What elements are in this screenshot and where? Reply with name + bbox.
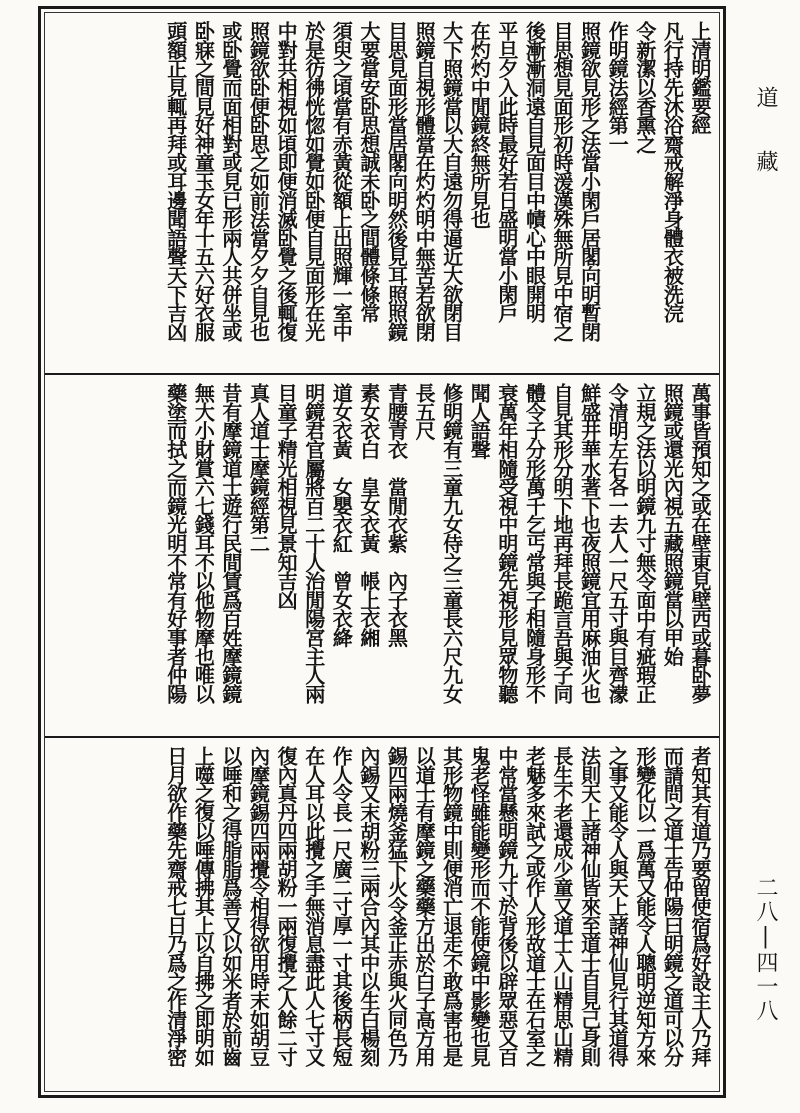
text-column: 形變化以一爲萬又能令人聰明逆知方來 [632, 746, 657, 1066]
text-column: 或卧覺而面相對或見已形兩人共併坐或 [218, 21, 243, 341]
text-column: 大下照鏡當以大自遠勿得逼近大欲閉目 [439, 21, 464, 341]
text-column: 照鏡或還光內視五藏照鏡當以甲始 [660, 383, 685, 666]
text-column: 頭額正見輒再拜或耳邊聞語聲天下吉凶 [163, 21, 188, 341]
panel-3-columns [161, 746, 713, 1085]
text-column: 而請問之道士告仲陽曰明鏡之道可以分 [660, 746, 685, 1066]
text-column: 平旦夕入此時最好若日盛明當小閑戶 [494, 21, 519, 322]
text-column: 以道士有摩鏡之藥藥方出於白子高方用 [412, 746, 437, 1066]
page-frame [38, 6, 726, 1098]
collection-title: 道藏 [753, 86, 778, 214]
text-column: 無大小財賞六七錢耳不以他物摩也唯以 [191, 383, 216, 703]
panel-divider [44, 373, 720, 375]
text-column: 以唾和之得脂脂爲善又以如米者於前齒 [218, 746, 243, 1066]
text-column: 令清明左右各一去人一尺五寸與目齊濛 [605, 383, 630, 703]
text-panel-3 [47, 742, 717, 1089]
text-column: 聞人語聲 [467, 383, 492, 459]
text-column: 上清明鑑要經 [688, 21, 712, 134]
text-column: 在灼灼中閒鏡終無所見也 [467, 21, 492, 228]
text-column: 明鏡君官屬將百二十人治閒陽宮主人兩 [301, 383, 326, 703]
text-column: 老魅多來試之或作人形故道士在石室之 [522, 746, 547, 1066]
text-column: 長生不老還成少童又道士入山精思山精 [550, 746, 575, 1066]
text-column: 上噬之復以唾傳拂其上以自拂之即明如 [191, 746, 216, 1066]
text-column: 萬事皆預知之或在壁東見壁西或暮卧夢 [688, 383, 712, 703]
text-column: 目思見面形當居閣向明然後見耳照照鏡 [384, 21, 409, 341]
text-column: 須臾之頃當有赤黃從額上出照輝一室中 [329, 21, 354, 341]
text-panel-1 [47, 17, 717, 371]
text-column: 照鏡欲見形之法當小閑戶居閣向明暫閉 [577, 21, 602, 341]
text-column: 法則天上諸神仙皆來至道士自見己身則 [577, 746, 602, 1066]
text-column: 目童子精光相視見景知吉凶 [274, 383, 299, 609]
text-panel-2 [47, 379, 717, 735]
text-column: 藥塗而拭之而鏡光明不常有好事者仲陽 [163, 383, 188, 703]
text-column: 長五尺 [412, 383, 437, 440]
text-column: 鬼老怪雖能變形而不能使鏡中影變也見 [467, 746, 492, 1066]
text-column: 後漸漸洞遠自見面目中幘心中眼開明 [522, 21, 547, 322]
text-column: 修明鏡有三童九女侍之三童長六尺九女 [439, 383, 464, 703]
text-column: 照鏡欲卧便卧思之如前法當夕夕自見也 [246, 21, 271, 341]
text-column: 於是彷彿恍惚如覺如卧便自見面形在光 [301, 21, 326, 341]
text-column: 內摩鏡錫四兩攪令相得欲用時末如胡豆 [246, 746, 271, 1066]
text-column: 立規之法以明鏡九寸無令面中有疵瑕正 [632, 383, 657, 703]
text-column: 素女衣白 皇女衣黃 帳上衣緗 [356, 383, 381, 647]
panel-2-columns [161, 383, 713, 731]
page-number: 二八|四一八 [753, 876, 778, 1023]
text-column: 之事又能令人與天上諸神仙見行其道得 [605, 746, 630, 1066]
text-column: 真人道士摩鏡經第二 [246, 383, 271, 553]
text-column: 昔有摩鏡道士遊行民間賃爲百姓摩鏡鏡 [218, 383, 243, 703]
panel-1-columns [161, 21, 713, 367]
text-column: 中對共相視如頃即便消滅卧覺之後輒復 [274, 21, 299, 341]
text-column: 作明鏡法經第一 [605, 21, 630, 153]
text-column: 者知其有道乃要留使宿爲好設主人乃拜 [688, 746, 712, 1066]
text-column: 卧寐之間見好神童玉女年十五六好衣服 [191, 21, 216, 341]
text-column: 其形物鏡中則便消亡退走不敢爲害也是 [439, 746, 464, 1066]
text-column: 照鏡自視形體當在灼灼明中無苦若欲閉 [412, 21, 437, 341]
text-column: 道女衣黃 女嬰衣紅 曾女衣絳 [329, 383, 354, 647]
text-column: 令新潔以香熏之 [632, 21, 657, 153]
text-column: 青腰青衣 當閒衣紫 內子衣黑 [384, 383, 409, 647]
text-column: 日月欲作藥先齋戒七日乃爲之作清淨密 [163, 746, 188, 1066]
text-column: 體令子分形萬千乞丐常與子相隨身形不 [522, 383, 547, 703]
text-column: 自見其形分明下地再拜長跪言吾與子同 [550, 383, 575, 703]
text-column: 鮮盛井華水著下也夜照鏡宜用麻油火也 [577, 383, 602, 703]
text-column: 作人令長一尺廣二寸厚一寸其後柄長短 [329, 746, 354, 1066]
text-column: 目思想見面形初時湲漢殊無所見中宿之 [550, 21, 575, 341]
text-column: 復內真丹四兩胡粉一兩復攪之人餘二寸 [274, 746, 299, 1066]
text-column: 大要當安卧思想誠未卧之間體條條常 [356, 21, 381, 322]
panel-divider [44, 736, 720, 738]
text-column: 凡行持先沐浴齋戒解淨身體衣被洗浣 [660, 21, 685, 322]
text-column: 內錫又末胡粉三兩合內其中以生白楊刻 [356, 746, 381, 1066]
text-column: 錫四兩燒釜猛下火令釜正赤與火同色乃 [384, 746, 409, 1066]
text-column: 衰萬年相隨受視中明鏡先視形見眾物聽 [494, 383, 519, 703]
text-column: 中常當懸明鏡九寸於背後以辟眾惡又百 [494, 746, 519, 1066]
text-column: 在人耳以此攪之手無消息盡此人七寸又 [301, 746, 326, 1066]
